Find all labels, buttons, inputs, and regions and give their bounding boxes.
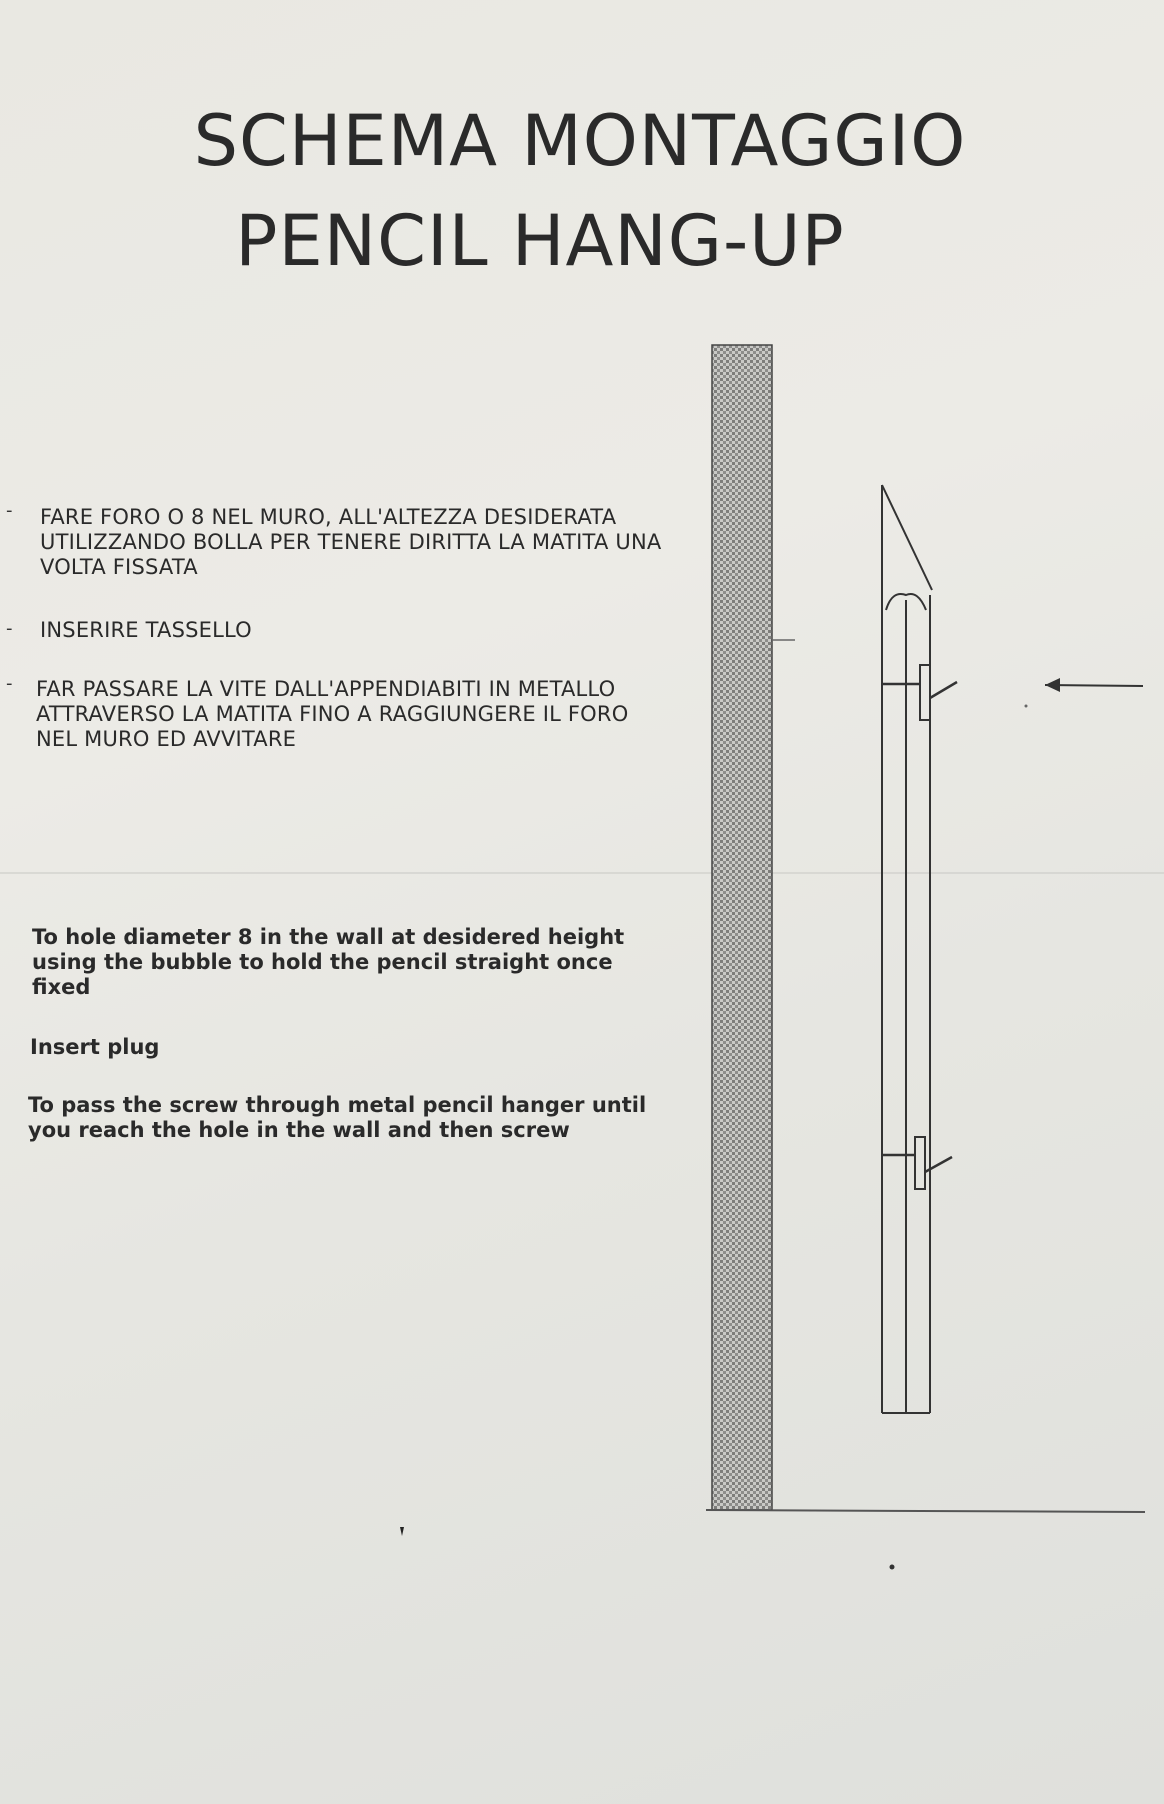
wall-section: [712, 345, 772, 1510]
bullet-dash: -: [6, 673, 13, 694]
instruction-it-2: INSERIRE TASSELLO: [40, 618, 252, 642]
instruction-en-2: Insert plug: [30, 1035, 160, 1059]
screw-hanger-bottom: [882, 1137, 952, 1189]
document-title-line-1: SCHEMA MONTAGGIO: [193, 100, 967, 182]
document-title-line-2: PENCIL HANG-UP: [235, 200, 845, 282]
instruction-it-1: FARE FORO O 8 NEL MURO, ALL'ALTEZZA DESIDERATA UTILIZZANDO BOLLA PER TENERE DIRITTA LA MATITA UNA VOLTA FISSATA: [40, 505, 662, 580]
bullet-dash: -: [6, 618, 13, 639]
bullet-dash: -: [6, 500, 13, 521]
paper-speck: [1025, 705, 1028, 708]
screw-hanger-top: [882, 665, 957, 720]
floor-line: [706, 1510, 1145, 1512]
instruction-en-1: To hole diameter 8 in the wall at desidered height using the bubble to hold the pencil straight once fixed: [32, 925, 625, 1000]
instruction-it-3: FAR PASSARE LA VITE DALL'APPENDIABITI IN METALLO ATTRAVERSO LA MATITA FINO A RAGGIUNGERE IL FORO NEL MURO ED AVVITARE: [36, 677, 629, 752]
pencil-illustration: [882, 485, 932, 1413]
paper-speck: [890, 1565, 895, 1570]
paper-speck: [400, 1527, 404, 1536]
left-arrow-icon: [1045, 678, 1143, 692]
instruction-en-3: To pass the screw through metal pencil hanger until you reach the hole in the wall and then screw: [28, 1093, 647, 1143]
